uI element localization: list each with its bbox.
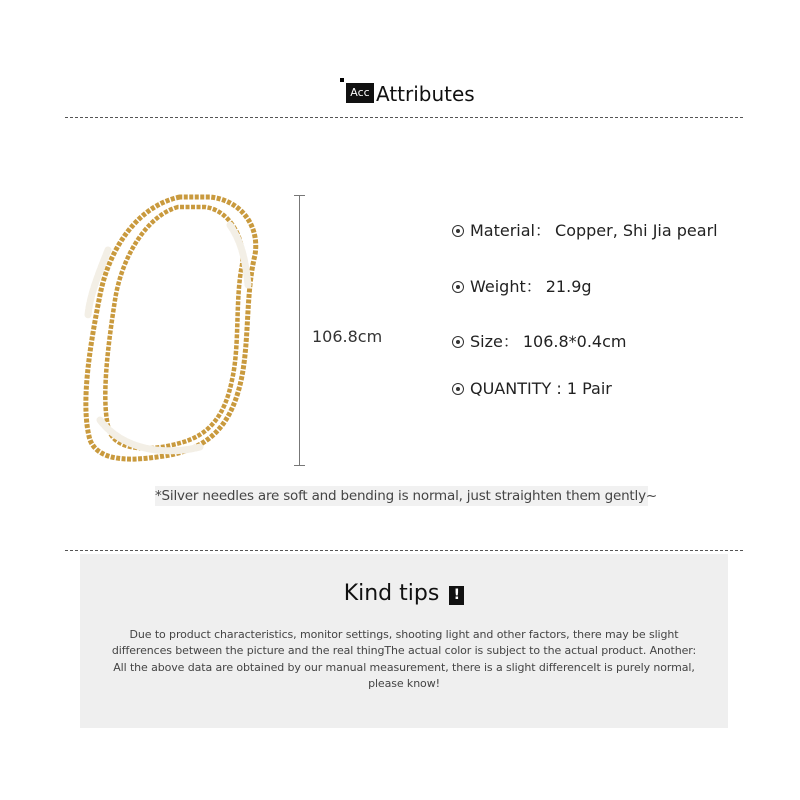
bottom-dashed-divider xyxy=(65,550,743,551)
kind-tips-title xyxy=(80,581,728,606)
bullet-icon xyxy=(452,383,464,395)
warning-icon: ! xyxy=(449,586,464,605)
necklace-strand-inner xyxy=(105,207,242,448)
necklace-image xyxy=(60,185,280,475)
spec-label: Material： xyxy=(470,221,552,240)
spec-weight xyxy=(452,274,592,298)
top-dashed-divider xyxy=(65,117,743,118)
header-dot xyxy=(340,78,344,82)
spec-label: QUANTITY : 1 Pair xyxy=(470,379,612,398)
spec-label: Size： xyxy=(470,332,519,351)
spec-value: Copper, Shi Jia pearl xyxy=(555,221,718,240)
necklace-pearls-bottom xyxy=(100,420,200,451)
kind-tips-title-text: Kind tips xyxy=(343,581,440,606)
measure-line xyxy=(299,195,300,465)
measure-cap-bottom xyxy=(294,465,305,466)
bullet-icon xyxy=(452,336,464,348)
spec-size xyxy=(452,329,627,353)
kind-tips-panel xyxy=(80,554,728,728)
spec-material xyxy=(452,218,718,242)
spec-label: Weight： xyxy=(470,277,542,296)
kind-tips-body: Due to product characteristics, monitor settings, shooting light and other factors, there may be slight differences between the picture and the real thingThe actual color is subject to the actual product. Another: All the above data are obtained by our manual measurement, there is a slight differenceIt is purely normal, please know! xyxy=(111,628,697,690)
spec-value: 21.9g xyxy=(545,277,592,296)
care-note: *Silver needles are soft and bending is normal, just straighten them gently~ xyxy=(155,488,657,504)
acc-badge: Acc xyxy=(346,83,374,103)
spec-quantity xyxy=(452,379,612,403)
bullet-icon xyxy=(452,281,464,293)
spec-value: 106.8*0.4cm xyxy=(522,332,627,351)
attributes-header xyxy=(0,74,800,114)
section-title: Attributes xyxy=(376,82,475,106)
bullet-icon xyxy=(452,225,464,237)
length-label: 106.8cm xyxy=(312,327,383,346)
